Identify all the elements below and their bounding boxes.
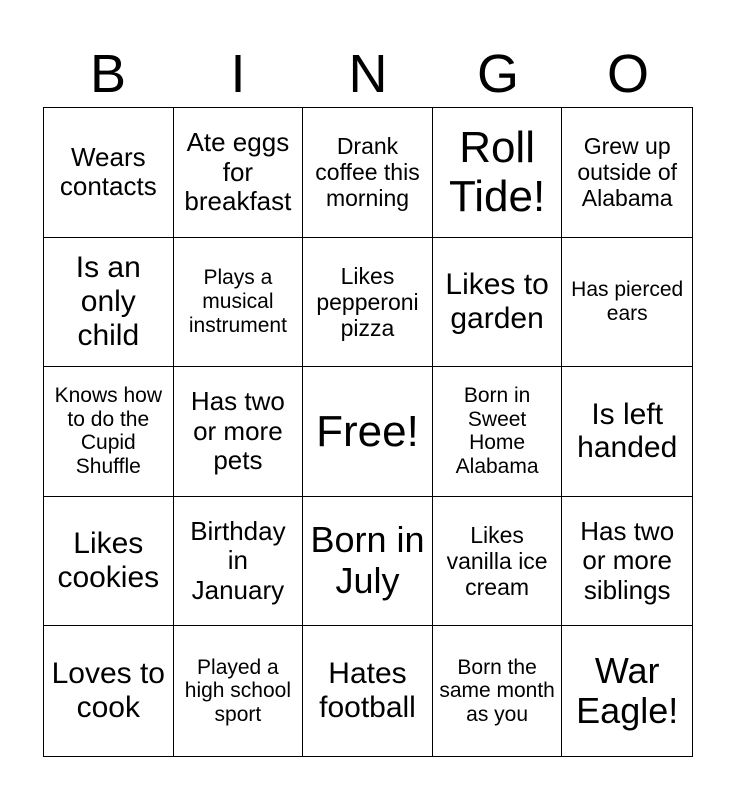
cell-text: Has two or more pets <box>190 386 285 476</box>
bingo-cell-r2-c1[interactable] <box>44 238 174 368</box>
bingo-cell-r2-c4[interactable] <box>433 238 563 368</box>
cell-text: Born the same month as you <box>439 655 555 727</box>
cell-text: Born in July <box>310 519 425 602</box>
bingo-cell-r5-c2[interactable] <box>174 626 304 756</box>
bingo-cell-r4-c3[interactable] <box>303 497 433 627</box>
cell-text: Has two or more siblings <box>580 516 675 605</box>
bingo-cell-r1-c2[interactable] <box>174 108 304 238</box>
bingo-cell-r3-c2[interactable] <box>174 367 304 497</box>
cell-text: Knows how to do the Cupid Shuffle <box>54 384 162 479</box>
cell-text: Likes to garden <box>445 268 549 335</box>
cell-text: Is an only child <box>75 251 141 352</box>
bingo-cell-r3-c1[interactable] <box>44 367 174 497</box>
bingo-cell-r5-c5[interactable] <box>562 626 692 756</box>
bingo-cell-r4-c4[interactable] <box>433 497 563 627</box>
cell-text: Is left handed <box>577 397 678 465</box>
cell-text: Plays a musical instrument <box>188 266 287 337</box>
cell-text: Hates football <box>319 657 416 725</box>
cell-text: Drank coffee this morning <box>315 133 420 212</box>
cell-text: Loves to cook <box>51 657 165 725</box>
header-letter-n: N <box>348 44 388 104</box>
bingo-board <box>43 107 693 757</box>
cell-text: Played a high school sport <box>184 655 292 727</box>
cell-text: Has pierced ears <box>571 278 684 325</box>
bingo-cell-r1-c1[interactable] <box>44 108 174 238</box>
cell-text: War Eagle! <box>576 649 679 732</box>
bingo-cell-r5-c1[interactable] <box>44 626 174 756</box>
cell-text: Likes cookies <box>57 527 160 595</box>
bingo-cell-r4-c5[interactable] <box>562 497 692 627</box>
cell-text: Free! <box>316 406 419 456</box>
bingo-cell-r3-c4[interactable] <box>433 367 563 497</box>
bingo-cell-r2-c5[interactable] <box>562 238 692 368</box>
bingo-cell-r2-c2[interactable] <box>174 238 304 368</box>
cell-text: Grew up outside of Alabama <box>577 133 678 212</box>
cell-text: Wears contacts <box>59 141 157 202</box>
cell-text: Born in Sweet Home Alabama <box>455 384 539 479</box>
cell-text: Ate eggs for breakfast <box>184 127 292 216</box>
bingo-cell-r2-c3[interactable] <box>303 238 433 368</box>
bingo-cell-r1-c3[interactable] <box>303 108 433 238</box>
bingo-header <box>43 40 693 108</box>
cell-text: Likes pepperoni pizza <box>316 262 419 341</box>
bingo-cell-r3-c3[interactable] <box>303 367 433 497</box>
header-letter-i: I <box>230 44 246 104</box>
header-letter-o: O <box>606 44 649 104</box>
bingo-cell-r3-c5[interactable] <box>562 367 692 497</box>
bingo-cell-r1-c4[interactable] <box>433 108 563 238</box>
cell-text: Likes vanilla ice cream <box>446 522 548 601</box>
bingo-cell-r4-c2[interactable] <box>174 497 304 627</box>
cell-text: Birthday in January <box>190 516 286 605</box>
cell-text: Roll Tide! <box>449 122 546 222</box>
header-letter-g: G <box>476 44 519 104</box>
bingo-cell-r5-c4[interactable] <box>433 626 563 756</box>
header-letter-b: B <box>89 44 127 104</box>
bingo-cell-r5-c3[interactable] <box>303 626 433 756</box>
bingo-cell-r4-c1[interactable] <box>44 497 174 627</box>
bingo-cell-r1-c5[interactable] <box>562 108 692 238</box>
